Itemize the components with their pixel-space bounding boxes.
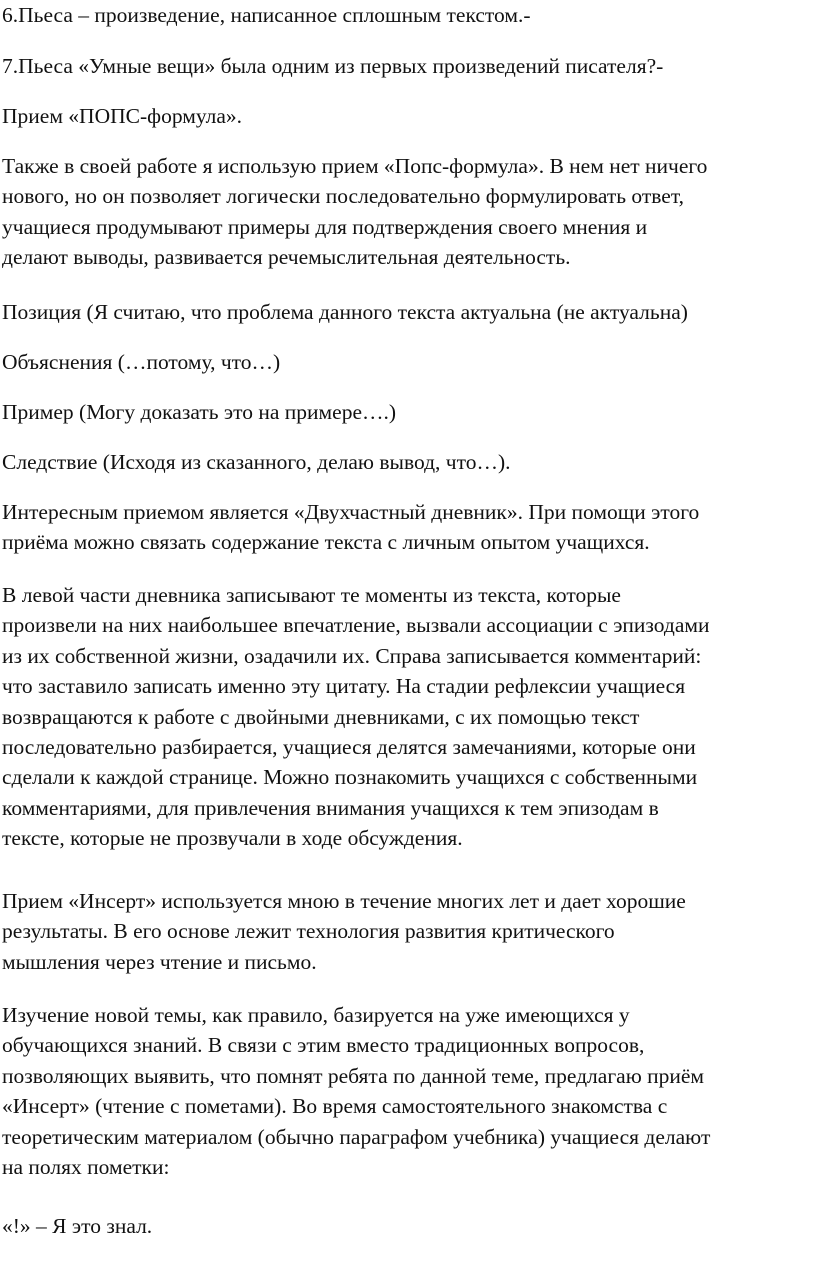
text-line: нового, но он позволяет логически последовательно формулировать ответ, (2, 184, 685, 209)
paragraph-new-topic (2, 1000, 710, 1182)
text-line: Объяснения (…потому, что…) (2, 350, 281, 374)
paragraph-diary-details (2, 580, 710, 854)
text-line: учащиеся продумывают примеры для подтверждения своего мнения и (2, 214, 648, 239)
text-line: Интересным приемом является «Двухчастный дневник». При помощи этого (2, 500, 700, 524)
paragraph-explanations (2, 347, 280, 377)
paragraph-play-question (2, 51, 663, 81)
text-line: Прием «Инсерт» используется мною в течение многих лет и дает хорошие (2, 889, 686, 913)
paragraph-insert-technique (2, 886, 686, 977)
text-line: комментариями, для привлечения внимания учащихся к тем эпизодам в (2, 795, 659, 820)
text-line: тексте, которые не прозвучали в ходе обсуждения. (2, 826, 463, 851)
text-line: Изучение новой темы, как правило, базируется на уже имеющихся у (2, 1003, 630, 1027)
text-line: «Инсерт» (чтение с пометами). Во время самостоятельного знакомства с (2, 1094, 668, 1119)
heading-pops-formula (2, 101, 242, 131)
text-line: приёма можно связать содержание текста с личным опытом учащихся. (2, 530, 650, 555)
text-line: делают выводы, развивается речемыслительная деятельность. (2, 245, 571, 270)
paragraph-two-part-diary (2, 497, 699, 558)
paragraph-example (2, 397, 396, 427)
text-line: обучающихся знаний. В связи с этим вместо традиционных вопросов, (2, 1033, 645, 1058)
paragraph-pops-description (2, 151, 707, 273)
text-line: произвели на них наибольшее впечатление, вызвали ассоциации с эпизодами (2, 613, 710, 638)
text-line: из их собственной жизни, озадачили их. Справа записывается комментарий: (2, 643, 702, 668)
text-line: 7.Пьеса «Умные вещи» была одним из первых произведений писателя?- (2, 54, 664, 78)
paragraph-play-definition (2, 0, 531, 30)
text-line: Прием «ПОПС-формула». (2, 104, 243, 128)
text-line: 6.Пьеса – произведение, написанное сплошным текстом.- (2, 3, 531, 27)
text-line: результаты. В его основе лежит технология развития критического (2, 919, 615, 944)
text-line: теоретическим материалом (обычно параграфом учебника) учащиеся делают (2, 1124, 711, 1149)
text-line: «!» – Я это знал. (2, 1214, 153, 1238)
paragraph-consequence (2, 447, 510, 477)
text-line: Следствие (Исходя из сказанного, делаю вывод, что…). (2, 450, 511, 474)
paragraph-mark-knew (2, 1211, 152, 1241)
text-line: Позиция (Я считаю, что проблема данного текста актуальна (не актуальна) (2, 300, 688, 324)
text-line: последовательно разбирается, учащиеся делятся замечаниями, которые они (2, 735, 696, 760)
text-line: позволяющих выявить, что помнят ребята по данной теме, предлагаю приём (2, 1063, 705, 1088)
paragraph-position (2, 297, 688, 327)
text-line: В левой части дневника записывают те моменты из текста, которые (2, 583, 621, 607)
text-line: возвращаются к работе с двойными дневниками, с их помощью текст (2, 704, 640, 729)
text-line: сделали к каждой странице. Можно познакомить учащихся с собственными (2, 765, 698, 790)
text-line: Также в своей работе я использую прием «Попс-формула». В нем нет ничего (2, 154, 708, 178)
text-line: что заставило записать именно эту цитату. На стадии рефлексии учащиеся (2, 674, 686, 699)
text-line: на полях пометки: (2, 1155, 170, 1180)
text-line: Пример (Могу доказать это на примере….) (2, 400, 397, 424)
text-line: мышления через чтение и письмо. (2, 949, 317, 974)
